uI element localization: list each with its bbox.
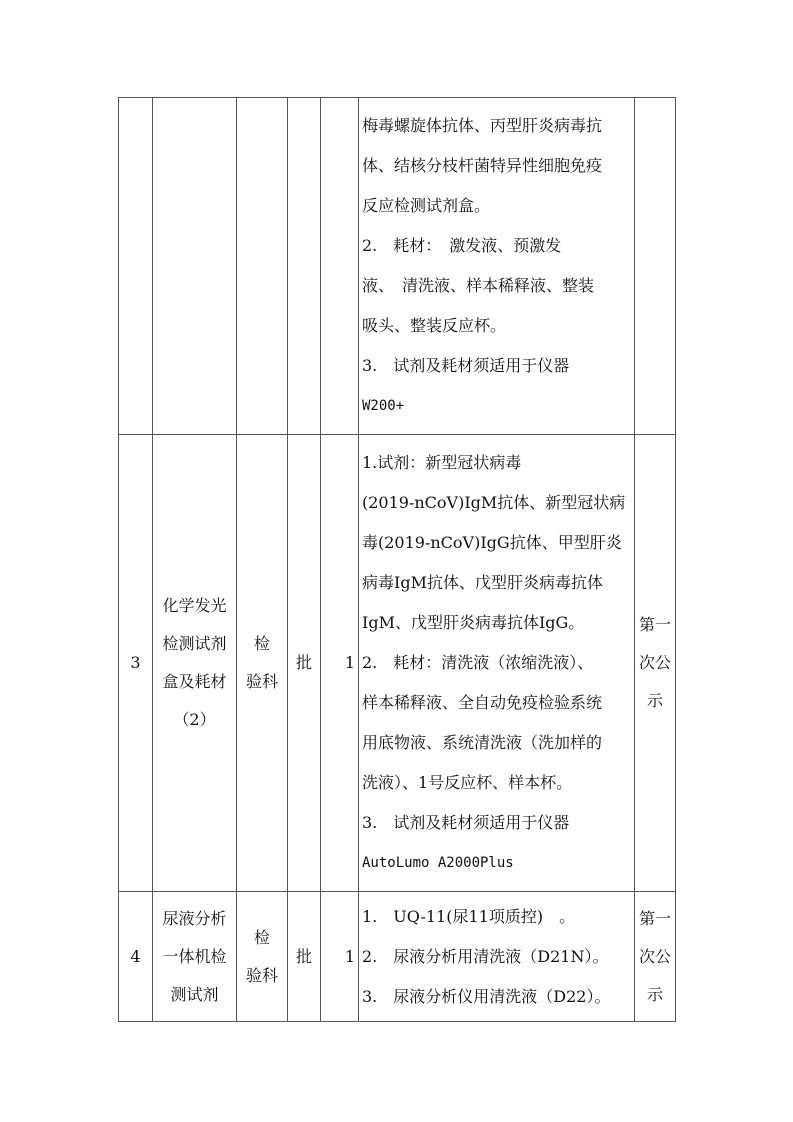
row-number-cell [119,98,153,435]
department-line: 验科 [245,965,278,985]
description-line: 样本稀释液、全自动免疫检验系统 [362,693,603,712]
item-name-line: （2） [173,710,216,729]
description-line: 反应检测试剂盒。 [362,196,491,215]
department-cell [237,892,288,1022]
note-line: 次公 [638,653,671,672]
note-cell [635,98,676,435]
description-line: 2. 耗材： 激发液、预激发 [362,236,562,255]
item-name-cell [153,892,237,1022]
quantity-cell: 1 [321,435,359,892]
description-cell [359,98,635,435]
description-line: 用底物液、系统清洗液（洗加样的 [362,733,603,752]
description-line: 毒(2019-nCoV)IgG抗体、甲型肝炎 [362,533,622,552]
row-number-cell: 4 [119,892,153,1022]
unit-cell: 批 [288,435,321,892]
table-row [119,435,676,892]
unit-cell [288,98,321,435]
department-cell [237,435,288,892]
description-line: 1.试剂：新型冠状病毒 [362,453,522,472]
item-name-line: 盒及耗材 [162,672,227,691]
description-line: 病毒IgM抗体、戊型肝炎病毒抗体 [362,573,603,592]
row-number-cell: 3 [119,435,153,892]
unit-cell: 批 [288,892,321,1022]
table-row [119,98,676,435]
table-body [119,98,676,1022]
description-line: AutoLumo A2000Plus [362,855,514,871]
department-line: 验科 [245,672,278,691]
description-line: 3. 尿液分析仪用清洗液（D22）。 [362,986,611,1006]
description-line: W200+ [362,398,405,414]
quantity-cell: 1 [321,892,359,1022]
item-name-line: 检测试剂 [162,634,227,653]
note-line: 次公 [638,946,671,966]
description-line: 洗液）、1号反应杯、样本杯。 [362,773,573,792]
description-line: 梅毒螺旋体抗体、丙型肝炎病毒抗 [362,116,603,135]
description-line: 3. 试剂及耗材须适用于仪器 [362,813,570,832]
item-name-line: 一体机检 [162,946,227,966]
description-cell [359,892,635,1022]
item-name-line: 化学发光 [162,596,227,615]
department-line: 检 [253,927,270,947]
note-cell [635,892,676,1022]
description-cell [359,435,635,892]
item-name-line: 测试剂 [170,984,219,1004]
department-line: 检 [253,634,270,653]
item-name-cell [153,435,237,892]
department-cell [237,98,288,435]
note-line: 示 [646,691,663,710]
note-line: 第一 [638,908,671,928]
description-line: 2. 尿液分析用清洗液（D21N）。 [362,946,609,966]
description-line: 1. UQ-11(尿11项质控) 。 [362,906,576,926]
description-line: 2. 耗材：清洗液（浓缩洗液）、 [362,653,594,672]
note-line: 示 [646,984,663,1004]
description-line: 体、结核分枝杆菌特异性细胞免疫 [362,156,603,175]
procurement-table [118,97,676,1022]
description-line: (2019-nCoV)IgM抗体、新型冠状病 [362,493,626,512]
description-line: IgM、戊型肝炎病毒抗体IgG。 [362,613,585,632]
item-name-line: 尿液分析 [162,908,227,928]
table-row [119,892,676,1022]
description-line: 液、 清洗液、样本稀释液、整装 [362,276,595,295]
note-cell [635,435,676,892]
note-line: 第一 [638,615,671,634]
quantity-cell [321,98,359,435]
item-name-cell [153,98,237,435]
description-line: 3. 试剂及耗材须适用于仪器 [362,356,570,375]
description-line: 吸头、整装反应杯。 [362,316,507,335]
